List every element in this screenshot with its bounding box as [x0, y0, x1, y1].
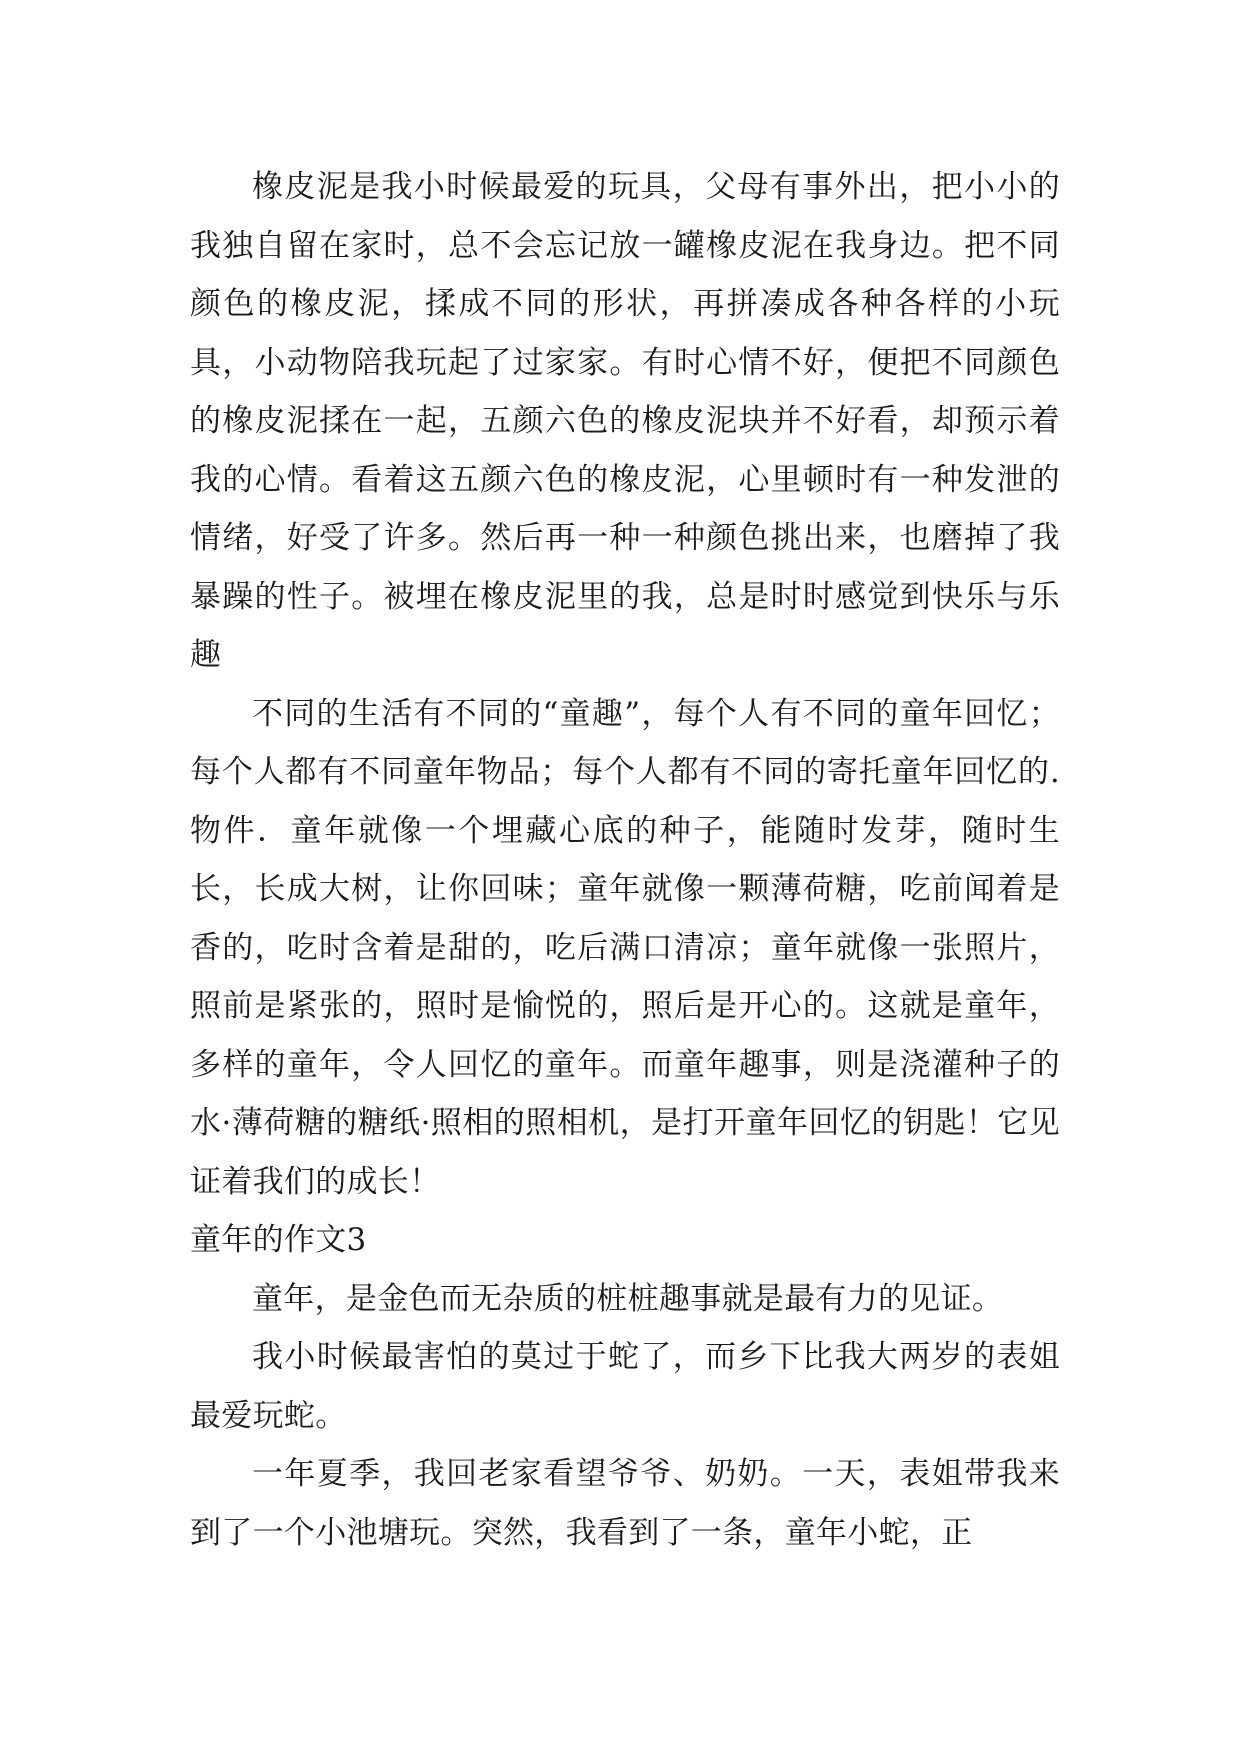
paragraph-childhood-memories: 不同的生活有不同的“童趣”，每个人有不同的童年回忆；每个人都有不同童年物品；每个人都有不同的寄托童年回忆的.物件．童年就像一个埋藏心底的种子，能随时发芽，随时生长，长成大树，让你回味；童年就像一颗薄荷糖，吃前闻着是香的，吃时含着是甜的，吃后满口清凉；童年就像一张照片，照前是紧张的，照时是愉悦的，照后是开心的。这就是童年，多样的童年，令人回忆的童年。而童年趣事，则是浇灌种子的水·薄荷糖的糖纸·照相的照相机，是打开童年回忆的钥匙！它见证着我们的成长！ — [190, 695, 1060, 1200]
document-body — [190, 158, 1060, 1562]
paragraph-plasticine: 橡皮泥是我小时候最爱的玩具，父母有事外出，把小小的我独自留在家时，总不会忘记放一罐橡皮泥在我身边。把不同颜色的橡皮泥，揉成不同的形状，再拼凑成各种各样的小玩具，小动物陪我玩起了过家家。有时心情不好，便把不同颜色的橡皮泥揉在一起，五颜六色的橡皮泥块并不好看，却预示着我的心情。看着这五颜六色的橡皮泥，心里顿时有一种发泄的情绪，好受了许多。然后再一种一种颜色挑出来，也磨掉了我暴躁的性子。被埋在橡皮泥里的我，总是时时感觉到快乐与乐趣 — [190, 169, 1060, 673]
section-title: 童年的作文3 — [190, 1222, 367, 1258]
paragraph-summer-pond: 一年夏季，我回老家看望爷爷、奶奶。一天，表姐带我来到了一个小池塘玩。突然，我看到了一条，童年小蛇，正 — [190, 1456, 1060, 1551]
paragraph-golden-childhood: 童年，是金色而无杂质的桩桩趣事就是最有力的见证。 — [252, 1280, 1004, 1317]
paragraph-fear-of-snakes: 我小时候最害怕的莫过于蛇了，而乡下比我大两岁的表姐最爱玩蛇。 — [190, 1339, 1060, 1434]
